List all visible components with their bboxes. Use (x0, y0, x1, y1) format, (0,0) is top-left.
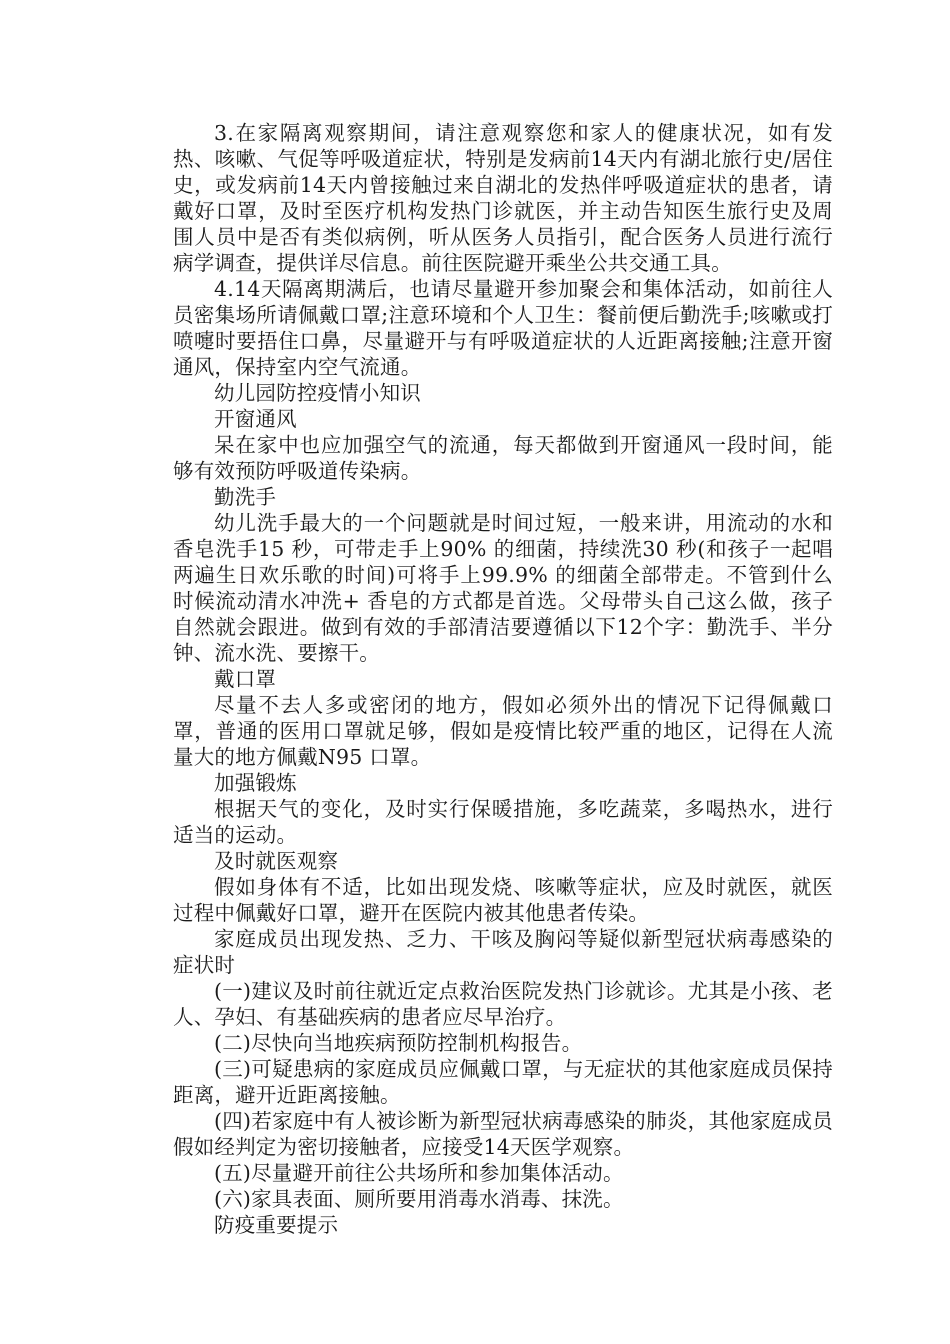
heading-mask: 戴口罩 (214, 667, 277, 691)
heading-medical-observation: 及时就医观察 (214, 849, 339, 873)
heading-exercise: 加强锻炼 (214, 771, 297, 795)
paragraph-family-symptoms: 家庭成员出现发热、乏力、干咳及胸闷等疑似新型冠状病毒感染的症状时 (173, 927, 833, 977)
heading-important-tips: 防疫重要提示 (214, 1213, 339, 1237)
list-item-1: (一)建议及时前往就近定点救治医院发热门诊就诊。尤其是小孩、老人、孕妇、有基础疾病的患者应尽早治疗。 (173, 979, 833, 1029)
heading-hand-washing: 勤洗手 (214, 485, 277, 509)
paragraph-ventilation: 呆在家中也应加强空气的流通，每天都做到开窗通风一段时间，能够有效预防呼吸道传染病。 (173, 433, 833, 483)
paragraph-medical-observation: 假如身体有不适，比如出现发烧、咳嗽等症状，应及时就医，就医过程中佩戴好口罩，避开在医院内被其他患者传染。 (173, 875, 833, 925)
paragraph-mask: 尽量不去人多或密闭的地方，假如必须外出的情况下记得佩戴口罩，普通的医用口罩就足够，假如是疫情比较严重的地区，记得在人流量大的地方佩戴N95 口罩。 (173, 693, 833, 769)
paragraph-home-isolation-observation: 3.在家隔离观察期间，请注意观察您和家人的健康状况，如有发热、咳嗽、气促等呼吸道症状，特别是发病前14天内有湖北旅行史/居住史，或发病前14天内曾接触过来自湖北的发热伴呼吸道症状的患者，请戴好口罩，及时至医疗机构发热门诊就医，并主动告知医生旅行史及周围人员中是否有类似病例，听从医务人员指引，配合医务人员进行流行病学调查，提供详尽信息。前往医院避开乘坐公共交通工具。 (173, 121, 833, 275)
list-item-6: (六)家具表面、厕所要用消毒水消毒、抹洗。 (214, 1187, 624, 1211)
paragraph-exercise: 根据天气的变化，及时实行保暖措施，多吃蔬菜，多喝热水，进行适当的运动。 (173, 797, 833, 847)
paragraph-after-isolation: 4.14天隔离期满后，也请尽量避开参加聚会和集体活动，如前往人员密集场所请佩戴口罩;注意环境和个人卫生：餐前便后勤洗手;咳嗽或打喷嚏时要捂住口鼻，尽量避开与有呼吸道症状的人近距离接触;注意开窗通风，保持室内空气流通。 (173, 277, 833, 379)
document-body (173, 120, 833, 1238)
list-item-5: (五)尽量避开前往公共场所和参加集体活动。 (214, 1161, 624, 1185)
list-item-3: (三)可疑患病的家庭成员应佩戴口罩，与无症状的其他家庭成员保持距离，避开近距离接触。 (173, 1057, 833, 1107)
paragraph-hand-washing: 幼儿洗手最大的一个问题就是时间过短，一般来讲，用流动的水和香皂洗手15 秒，可带走手上90% 的细菌，持续洗30 秒(和孩子一起唱两遍生日欢乐歌的时间)可将手上99.9% 的细菌全部带走。不管到什么时候流动清水冲洗+ 香皂的方式都是首选。父母带头自己这么做，孩子自然就会跟进。做到有效的手部清洁要遵循以下12个字：勤洗手、半分钟、流水洗、要擦干。 (173, 511, 833, 665)
list-item-2: (二)尽快向当地疾病预防控制机构报告。 (214, 1031, 583, 1055)
list-item-4: (四)若家庭中有人被诊断为新型冠状病毒感染的肺炎，其他家庭成员假如经判定为密切接触者，应接受14天医学观察。 (173, 1109, 833, 1159)
section-title-kindergarten-tips: 幼儿园防控疫情小知识 (214, 381, 421, 405)
heading-ventilation: 开窗通风 (214, 407, 297, 431)
